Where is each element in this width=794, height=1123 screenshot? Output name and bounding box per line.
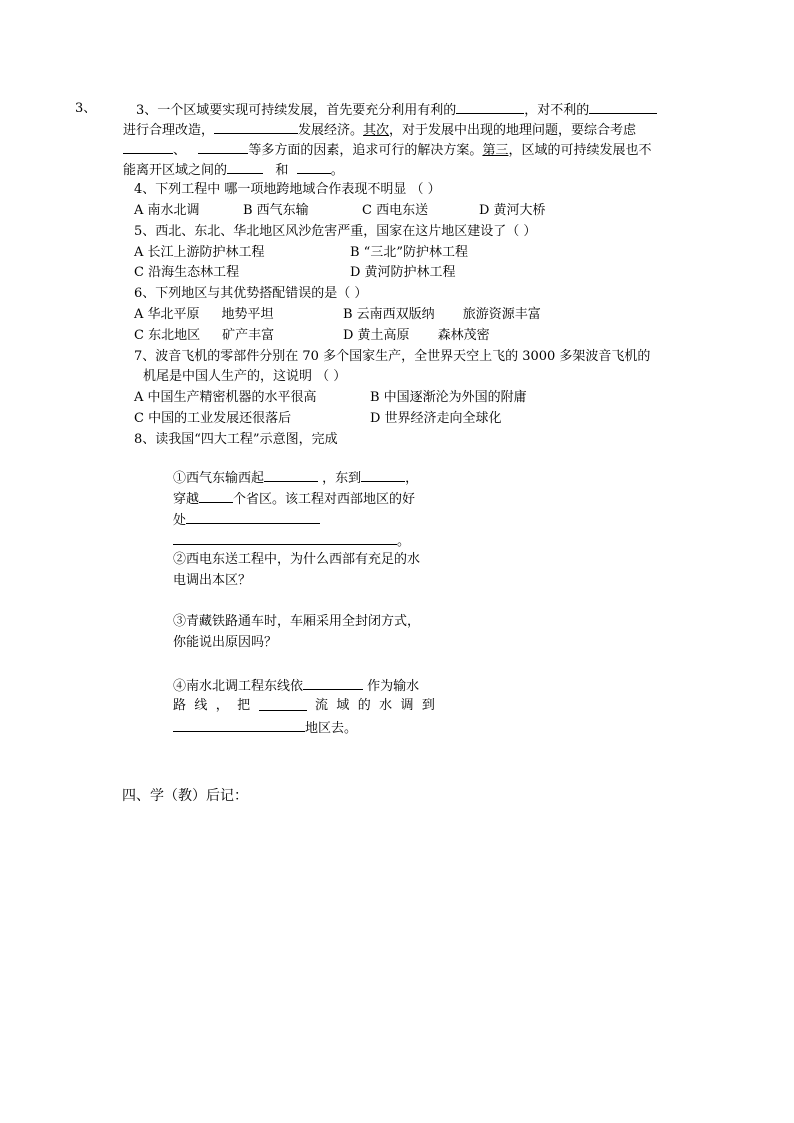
q8-text: ①西气东输西起 bbox=[173, 471, 265, 486]
q8-sub3-line-2: 你能说出原因吗？ bbox=[173, 635, 278, 650]
blank[interactable] bbox=[297, 160, 331, 174]
q8-text: 穿越 bbox=[173, 492, 200, 507]
q8-sub2-line-2: 电调出本区？ bbox=[173, 573, 252, 588]
q8-sub1-line-2 bbox=[173, 489, 415, 509]
q3-number: 3、 bbox=[75, 101, 97, 116]
q7-option-c[interactable]: C 中国的工业发展还很落后 bbox=[134, 411, 292, 426]
q8-stem: 8、读我国“四大工程”示意图，完成 bbox=[134, 432, 338, 447]
q8-sub2-line-1: ②西电东送工程中，为什么西部有充足的水 bbox=[173, 552, 421, 567]
option-text: 地势平坦 bbox=[221, 307, 274, 322]
q8-char: 路 bbox=[173, 698, 187, 713]
q6-stem: 6、下列地区与其优势搭配错误的是（ ） bbox=[134, 286, 368, 301]
q8-sub1-line-1 bbox=[173, 468, 418, 488]
option-label: D 黄土高原 bbox=[343, 328, 410, 343]
q8-text: 地区去。 bbox=[305, 721, 358, 736]
q8-char: 线 bbox=[194, 698, 208, 713]
blank[interactable] bbox=[214, 120, 298, 134]
q5-option-a[interactable]: A 长江上游防护林工程 bbox=[134, 245, 265, 260]
blank[interactable] bbox=[173, 718, 305, 732]
q3-text: 第三 bbox=[482, 143, 509, 158]
blank[interactable] bbox=[303, 676, 363, 690]
q4-option-a[interactable]: A 南水北调 bbox=[134, 203, 200, 218]
q3-text: ，对于发展中出现的地理问题，要综合考虑 bbox=[389, 123, 637, 138]
blank[interactable] bbox=[259, 697, 307, 711]
q5-option-c[interactable]: C 沿海生态林工程 bbox=[134, 265, 240, 280]
q8-sub4-line-3 bbox=[173, 718, 357, 738]
q3-text: 进行合理改造， bbox=[123, 123, 215, 138]
option-label: A 华北平原 bbox=[134, 307, 200, 322]
blank[interactable] bbox=[264, 468, 318, 482]
option-label: B 云南西双版纳 bbox=[343, 307, 435, 322]
q8-sub3-line-1: ③青藏铁路通车时，车厢采用全封闭方式， bbox=[173, 614, 421, 629]
q8-text: 。 bbox=[397, 534, 411, 549]
q8-text: ④南水北调工程东线依 bbox=[173, 679, 304, 694]
q3-text: 其次 bbox=[363, 123, 390, 138]
q3-text: ，对不利的 bbox=[524, 103, 590, 118]
q3-text: 和 bbox=[275, 163, 289, 178]
blank[interactable] bbox=[186, 510, 320, 524]
q8-char: 流 bbox=[314, 698, 328, 713]
q3-text: 3、一个区域要实现可持续发展，首先要充分利用有利的 bbox=[136, 103, 457, 118]
q8-char: 水 bbox=[379, 698, 393, 713]
q6-option-c[interactable] bbox=[134, 327, 274, 345]
q8-char: 到 bbox=[421, 698, 435, 713]
option-text: 森林茂密 bbox=[437, 328, 490, 343]
q5-option-d[interactable]: D 黄河防护林工程 bbox=[350, 265, 456, 280]
q7-option-a[interactable]: A 中国生产精密机器的水平很高 bbox=[134, 390, 317, 405]
q7-option-b[interactable]: B 中国逐渐沦为外国的附庸 bbox=[370, 390, 527, 405]
blank[interactable] bbox=[173, 531, 397, 545]
q3-line-2 bbox=[123, 120, 636, 140]
q7-stem-line-2: 机尾是中国人生产的，这说明 （ ） bbox=[143, 369, 347, 384]
q3-text: ，区域的可持续发展也不 bbox=[508, 143, 652, 158]
blank[interactable] bbox=[589, 100, 657, 114]
q8-char: ， bbox=[215, 698, 229, 713]
q3-text: 能离开区域之间的 bbox=[123, 163, 228, 178]
q8-text: 作为输水 bbox=[367, 679, 420, 694]
blank[interactable] bbox=[199, 489, 233, 503]
q8-sub1-line-3 bbox=[173, 510, 320, 530]
q5-stem: 5、西北、东北、华北地区风沙危害严重，国家在这片地区建设了（ ） bbox=[134, 224, 537, 239]
q4-stem: 4、下列工程中 哪一项地跨地域合作表现不明显 （ ） bbox=[134, 182, 441, 197]
q8-text: 个省区。该工程对西部地区的好 bbox=[233, 492, 416, 507]
q4-option-c[interactable]: C 西电东送 bbox=[362, 203, 429, 218]
q8-text: ，东到 bbox=[322, 471, 362, 486]
option-text: 矿产丰富 bbox=[222, 328, 275, 343]
q6-option-b[interactable] bbox=[343, 306, 541, 324]
q3-text: 、 bbox=[173, 143, 187, 158]
blank[interactable] bbox=[361, 468, 405, 482]
option-label: C 东北地区 bbox=[134, 328, 201, 343]
q8-char: 的 bbox=[357, 698, 371, 713]
q6-option-a[interactable] bbox=[134, 306, 274, 324]
q5-option-b[interactable]: B “三北”防护林工程 bbox=[350, 245, 468, 260]
q8-text: 处 bbox=[173, 513, 187, 528]
q6-option-d[interactable] bbox=[343, 327, 490, 345]
q3-line-4 bbox=[123, 160, 344, 180]
q7-option-d[interactable]: D 世界经济走向全球化 bbox=[370, 411, 502, 426]
section-heading-afterword: 四、学（教）后记： bbox=[122, 788, 248, 804]
q3-line-3 bbox=[123, 140, 651, 160]
blank[interactable] bbox=[456, 100, 524, 114]
option-text: 旅游资源丰富 bbox=[462, 307, 541, 322]
q3-text: 发展经济。 bbox=[298, 123, 364, 138]
q3-text: 。 bbox=[330, 163, 344, 178]
q7-stem-line-1: 7、波音飞机的零部件分别在 70 多个国家生产，全世界天空上飞的 3000 多架波音飞机的 bbox=[134, 349, 651, 364]
q4-option-b[interactable]: B 西气东输 bbox=[243, 203, 309, 218]
q4-option-d[interactable]: D 黄河大桥 bbox=[479, 203, 546, 218]
q8-char: 把 bbox=[237, 698, 251, 713]
q3-line-1 bbox=[136, 100, 657, 120]
blank[interactable] bbox=[198, 140, 248, 154]
blank[interactable] bbox=[227, 160, 263, 174]
q8-char: 域 bbox=[336, 698, 350, 713]
q8-char: 调 bbox=[400, 698, 414, 713]
q8-sub4-line-2 bbox=[173, 697, 435, 715]
q8-sub4-line-1 bbox=[173, 676, 419, 696]
q8-text: ， bbox=[405, 471, 419, 486]
q3-text: 等多方面的因素，追求可行的解决方案。 bbox=[248, 143, 483, 158]
q8-sub1-line-4 bbox=[173, 531, 410, 551]
blank[interactable] bbox=[123, 140, 173, 154]
